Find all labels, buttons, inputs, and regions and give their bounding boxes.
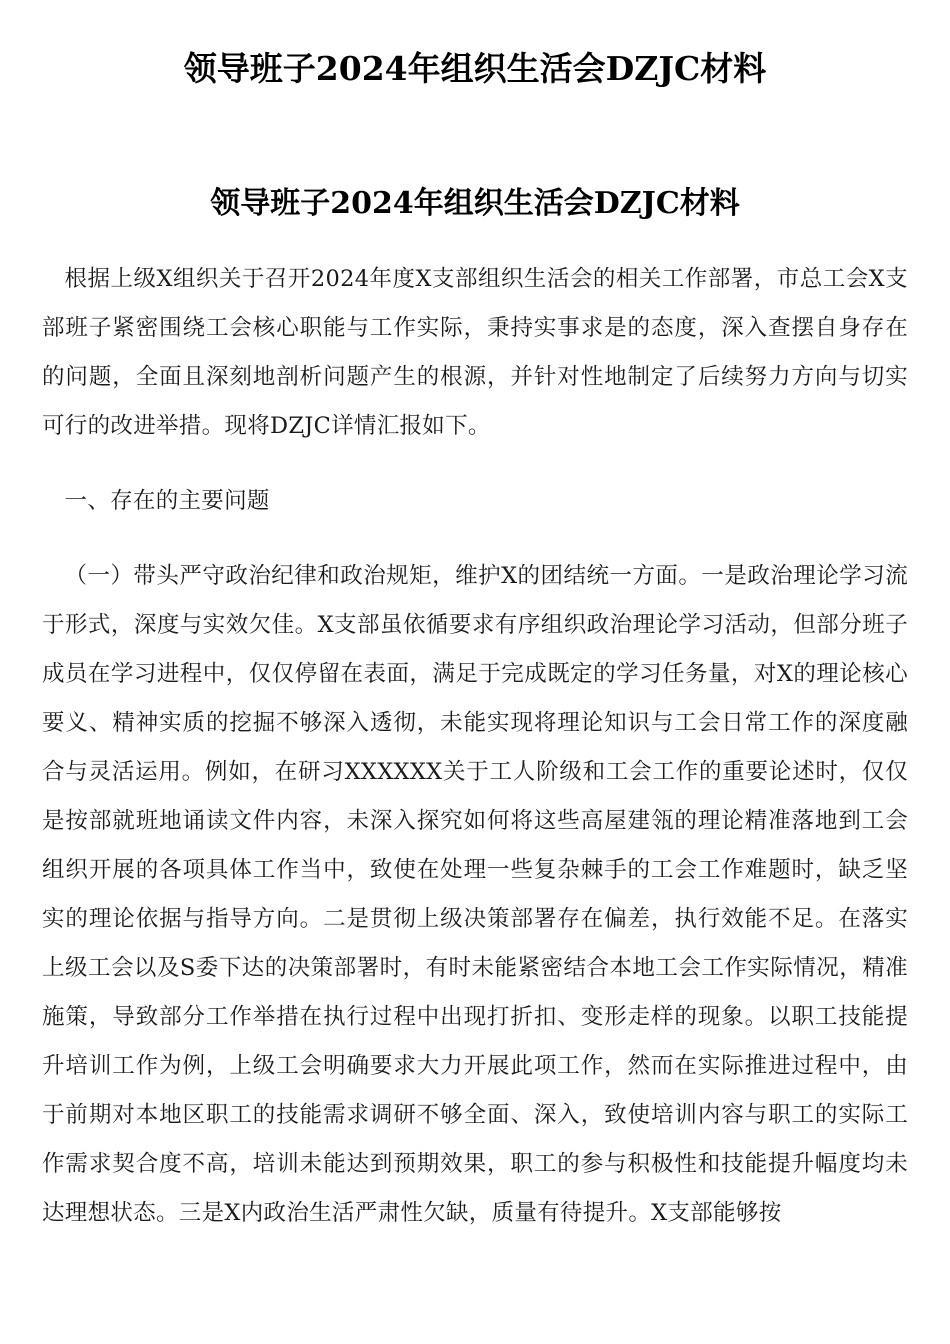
header-title: 领导班子2024年组织生活会DZJC材料 xyxy=(183,49,767,88)
section-heading: 一、存在的主要问题 xyxy=(64,488,270,514)
document-title: 领导班子2024年组织生活会DZJC材料 xyxy=(210,186,740,221)
intro-paragraph: 根据上级X组织关于召开2024年度X支部组织生活会的相关工作部署，市总工会X支部班子紧密围绕工会核心职能与工作实际，秉持实事求是的态度，深入查摆自身存在的问题，全面且深刻地剖析问题产生的根源，并针对性地制定了后续努力方向与切实可行的改进举措。现将DZJC详情汇报如下。 xyxy=(42,266,908,439)
body-paragraph: （一）带头严守政治纪律和政治规矩，维护X的团结统一方面。一是政治理论学习流于形式，深度与实效欠佳。X支部虽依循要求有序组织政治理论学习活动，但部分班子成员在学习进程中，仅仅停留在表面，满足于完成既定的学习任务量，对X的理论核心要义、精神实质的挖掘不够深入透彻，未能实现将理论知识与工会日常工作的深度融合与灵活运用。例如，在研习XXXXXX关于工人阶级和工会工作的重要论述时，仅仅是按部就班地诵读文件内容，未深入探究如何将这些高屋建瓴的理论精准落地到工会组织开展的各项具体工作当中，致使在处理一些复杂棘手的工会工作难题时，缺乏坚实的理论依据与指导方向。二是贯彻上级决策部署存在偏差，执行效能不足。在落实上级工会以及S委下达的决策部署时，有时未能紧密结合本地工会工作实际情况，精准施策，导致部分工作举措在执行过程中出现打折扣、变形走样的现象。以职工技能提升培训工作为例，上级工会明确要求大力开展此项工作，然而在实际推进过程中，由于前期对本地区职工的技能需求调研不够全面、深入，致使培训内容与职工的实际工作需求契合度不高，培训未能达到预期效果，职工的参与积极性和技能提升幅度均未达理想状态。三是X内政治生活严肃性欠缺，质量有待提升。X支部能够按 xyxy=(42,563,908,1226)
